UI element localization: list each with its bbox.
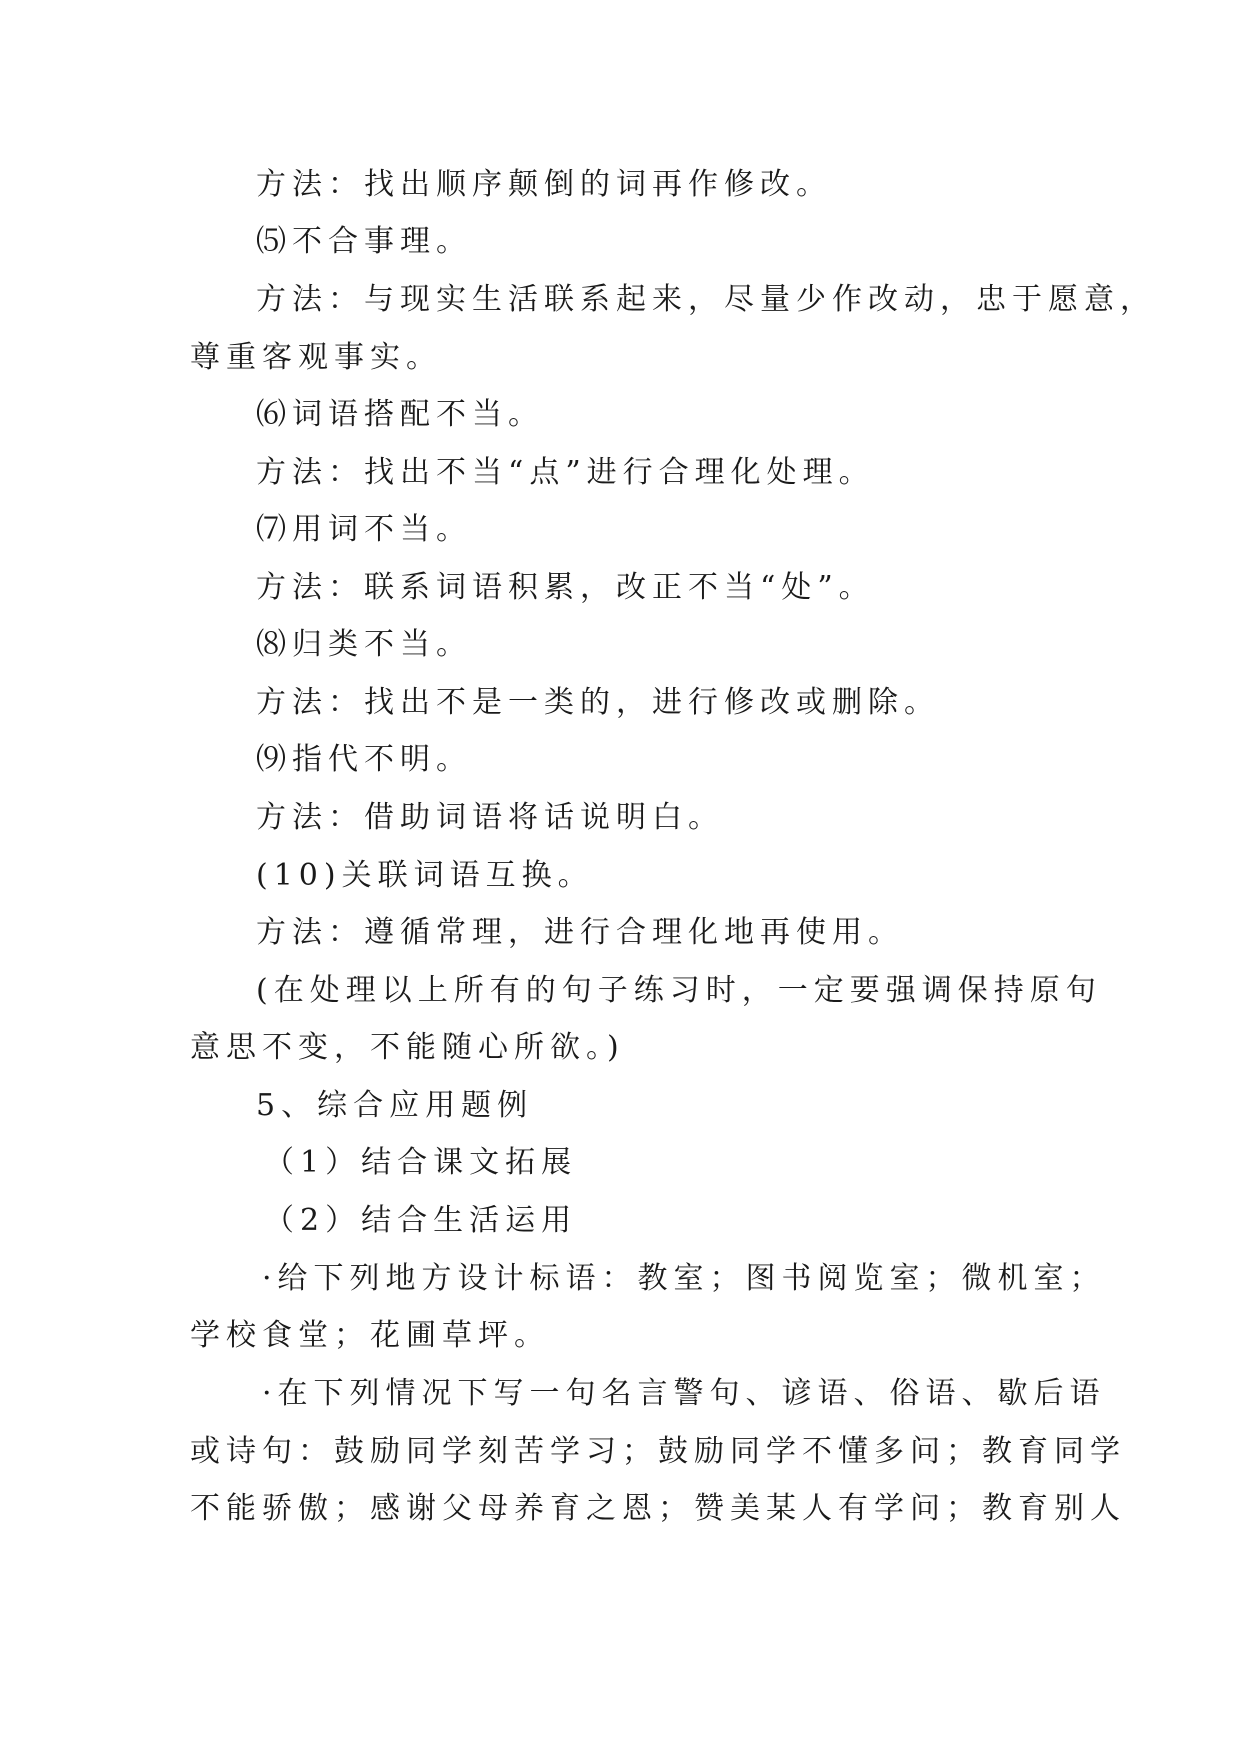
- bullet-1-line-1: ·给下列地方设计标语：教室；图书阅览室；微机室；: [262, 1261, 1106, 1296]
- subsection-2: （2）结合生活运用: [264, 1203, 578, 1238]
- method-line-5-continued: 尊重客观事实。: [190, 340, 442, 375]
- note-line-1: (在处理以上所有的句子练习时，一定要强调保持原句: [256, 973, 1102, 1008]
- item-10-heading: (10)关联词语互换。: [256, 858, 594, 893]
- bullet-2-line-2: 或诗句：鼓励同学刻苦学习；鼓励同学不懂多问；教育同学: [190, 1434, 1126, 1469]
- subsection-1: （1）结合课文拓展: [264, 1145, 578, 1180]
- method-line-6: 方法：找出不当“点”进行合理化处理。: [256, 455, 875, 490]
- bullet-1-line-2: 学校食堂；花圃草坪。: [190, 1318, 550, 1353]
- item-7-heading: ⑺用词不当。: [256, 512, 472, 547]
- note-line-2: 意思不变，不能随心所欲。): [190, 1030, 625, 1065]
- method-line-8: 方法：找出不是一类的，进行修改或删除。: [256, 685, 940, 720]
- item-5-heading: ⑸不合事理。: [256, 224, 472, 259]
- method-line-9: 方法：借助词语将话说明白。: [256, 800, 724, 835]
- method-line-10: 方法：遵循常理，进行合理化地再使用。: [256, 915, 904, 950]
- item-9-heading: ⑼指代不明。: [256, 742, 472, 777]
- bullet-2-line-1: ·在下列情况下写一句名言警句、谚语、俗语、歇后语: [262, 1376, 1106, 1411]
- bullet-2-line-3: 不能骄傲；感谢父母养育之恩；赞美某人有学问；教育别人: [190, 1491, 1126, 1526]
- section-5-heading: 5、综合应用题例: [256, 1088, 534, 1123]
- item-6-heading: ⑹词语搭配不当。: [256, 397, 544, 432]
- method-line-4: 方法：找出顺序颠倒的词再作修改。: [256, 167, 832, 202]
- method-line-7: 方法：联系词语积累，改正不当“处”。: [256, 570, 875, 605]
- method-line-5: 方法：与现实生活联系起来，尽量少作改动，忠于愿意，: [256, 282, 1156, 317]
- item-8-heading: ⑻归类不当。: [256, 627, 472, 662]
